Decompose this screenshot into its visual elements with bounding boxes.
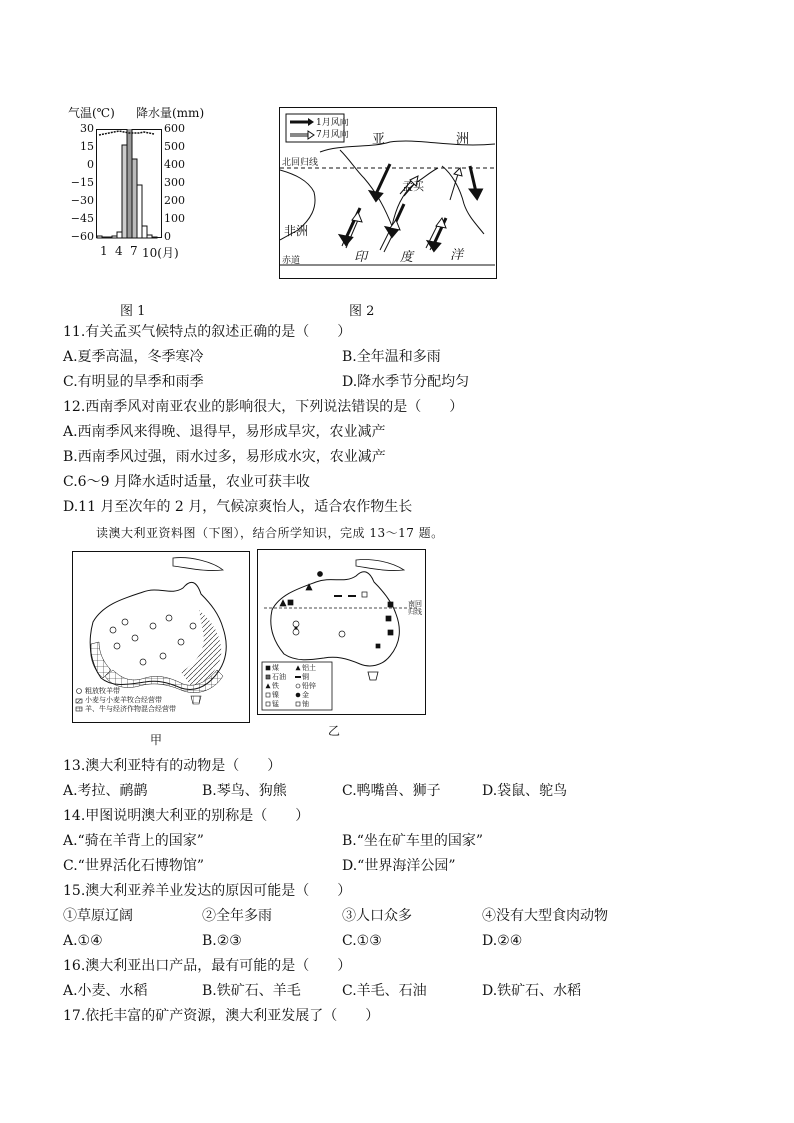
right-tick: 200 <box>164 194 185 207</box>
option-d: D.②④ <box>482 933 523 949</box>
option-d: D.“世界海洋公园” <box>342 858 456 874</box>
legend-jan-label: 1月风向 <box>316 118 349 128</box>
option-b: B.琴鸟、狗熊 <box>202 783 287 799</box>
option-a: A.西南季风来得晚、退得早，易形成旱灾，农业减产 <box>63 424 386 440</box>
x-tick: 4 <box>115 244 123 258</box>
option-c: C.6～9 月降水适时适量，农业可获丰收 <box>63 474 310 490</box>
option-d: D.11 月至次年的 2 月，气候凉爽怡人，适合农作物生长 <box>63 499 413 515</box>
option-b: B.全年温和多雨 <box>342 349 441 365</box>
option-b: B.②③ <box>202 933 242 949</box>
bar-oct <box>142 226 147 238</box>
legend-gold: 金 <box>302 691 309 699</box>
legend-oil: 石油 <box>272 673 286 681</box>
left-tick: 30 <box>80 122 94 135</box>
question-stem: 11.有关孟买气候特点的叙述正确的是（ ） <box>63 324 352 340</box>
legend-nickel: 镍 <box>272 691 279 699</box>
statement-4: ④没有大型食肉动物 <box>482 908 608 924</box>
x-tick: 1 <box>100 244 108 258</box>
bar-jan <box>97 236 102 238</box>
question-stem: 15.澳大利亚养羊业发达的原因可能是（ ） <box>63 883 352 899</box>
ocean-label-2: 度 <box>400 250 414 265</box>
option-c: C.①③ <box>342 933 382 949</box>
equator-label: 赤道 <box>282 256 301 266</box>
legend-extensive-sheep: 粗放牧羊带 <box>85 687 120 695</box>
bar-jul <box>127 129 132 238</box>
legend-wheat-sheep: 小麦与小麦羊牧合经营带 <box>85 696 162 704</box>
bar-may <box>117 232 122 238</box>
option-b: B.铁矿石、羊毛 <box>202 983 301 999</box>
option-d: D.袋鼠、鸵鸟 <box>482 783 568 799</box>
question-stem: 16.澳大利亚出口产品，最有可能的是（ ） <box>63 958 352 974</box>
option-a: A.夏季高温，冬季寒冷 <box>63 349 204 365</box>
left-tick: −45 <box>70 212 94 225</box>
bar-jun <box>122 145 127 238</box>
option-a: A.小麦、水稻 <box>63 983 148 999</box>
left-axis-title: 气温(℃) <box>68 106 115 120</box>
option-b: B.“坐在矿车里的国家” <box>342 833 484 849</box>
bar-nov <box>147 235 152 238</box>
legend-copper: 铜 <box>302 673 309 681</box>
legend-uranium: 铀 <box>302 700 309 708</box>
bar-aug <box>132 159 137 238</box>
left-tick: −15 <box>70 176 94 189</box>
january-wind-arrows <box>341 164 481 250</box>
asia-label-2: 洲 <box>456 132 470 147</box>
figure-1-climate-chart <box>68 104 218 264</box>
figure-1-caption: 图 1 <box>120 304 146 319</box>
option-a: A.考拉、鸸鹋 <box>63 783 148 799</box>
legend-iron: 铁 <box>272 682 279 690</box>
climate-plot-area <box>96 129 162 239</box>
figure-2-monsoon-map <box>279 107 497 279</box>
right-tick: 300 <box>164 176 185 189</box>
legend-lead-zinc: 铅锌 <box>302 682 316 690</box>
mumbai-label: 孟买 <box>402 180 424 193</box>
right-tick: 100 <box>164 212 185 225</box>
legend-manganese: 锰 <box>272 700 279 708</box>
bar-feb <box>102 237 107 238</box>
question-stem: 14.甲图说明澳大利亚的别称是（ ） <box>63 808 310 824</box>
bar-dec <box>152 237 157 238</box>
option-c: C.有明显的旱季和雨季 <box>63 374 204 390</box>
africa-label: 非洲 <box>284 224 309 238</box>
left-tick: 0 <box>87 158 94 171</box>
statement-2: ②全年多雨 <box>202 908 272 924</box>
left-tick: −60 <box>70 230 94 243</box>
question-stem: 13.澳大利亚特有的动物是（ ） <box>63 758 282 774</box>
map-jia-legend-marks <box>76 689 82 712</box>
coastline-southeast-asia <box>442 166 484 234</box>
x-tick: 10(月) <box>142 246 179 260</box>
bar-sep <box>137 185 142 238</box>
option-a: A.①④ <box>63 933 103 949</box>
legend-jul-label: 7月风向 <box>316 130 349 140</box>
tropic-label: 北回归线 <box>282 158 319 168</box>
australia-minerals-drawing <box>258 550 424 713</box>
statement-3: ③人口众多 <box>342 908 412 924</box>
right-tick: 0 <box>164 230 171 243</box>
option-d: D.降水季节分配均匀 <box>342 374 470 390</box>
ocean-label-1: 印 <box>354 250 368 265</box>
australia-outline <box>271 572 400 666</box>
option-d: D.铁矿石、水稻 <box>482 983 582 999</box>
question-stem: 12.西南季风对南亚农业的影响很大，下列说法错误的是（ ） <box>63 399 464 415</box>
left-tick: −30 <box>70 194 94 207</box>
option-c: C.“世界活化石博物馆” <box>63 858 204 874</box>
option-c: C.鸭嘴兽、狮子 <box>342 783 441 799</box>
option-c: C.羊毛、石油 <box>342 983 427 999</box>
question-stem: 17.依托丰富的矿产资源，澳大利亚发展了（ ） <box>63 1008 380 1024</box>
right-tick: 600 <box>164 122 185 135</box>
right-axis-title: 降水量(mm) <box>136 106 205 120</box>
bar-mar <box>107 237 112 238</box>
tasmania <box>368 672 378 680</box>
option-b: B.西南季风过强，雨水过多，易形成水灾，农业减产 <box>63 449 386 465</box>
map-jia-caption: 甲 <box>150 733 163 747</box>
x-tick: 7 <box>130 244 138 258</box>
right-tick: 500 <box>164 140 185 153</box>
map-yi-caption: 乙 <box>328 724 341 738</box>
asia-label-1: 亚 <box>372 132 386 147</box>
legend-mixed-farming: 羊、牛与经济作物混合经营带 <box>85 705 176 713</box>
tasmania <box>191 696 201 704</box>
section-intro: 读澳大利亚资料图（下图），结合所学知识，完成 13～17 题。 <box>96 526 444 540</box>
precipitation-bars <box>97 129 157 238</box>
statement-1: ①草原辽阔 <box>63 908 133 924</box>
right-tick: 400 <box>164 158 185 171</box>
legend-coal: 煤 <box>272 664 279 672</box>
bar-apr <box>112 236 117 238</box>
left-tick: 15 <box>80 140 94 153</box>
map-yi-minerals <box>257 549 426 715</box>
new-guinea-outline <box>356 559 404 570</box>
figure-2-caption: 图 2 <box>349 304 375 319</box>
map-jia-agriculture <box>72 551 250 723</box>
option-a: A.“骑在羊背上的国家” <box>63 833 204 849</box>
tropic-label: 南回归线 <box>408 600 422 616</box>
legend-bauxite: 铝土 <box>302 664 316 672</box>
ocean-label-3: 洋 <box>450 248 464 263</box>
new-guinea-outline <box>173 558 223 571</box>
